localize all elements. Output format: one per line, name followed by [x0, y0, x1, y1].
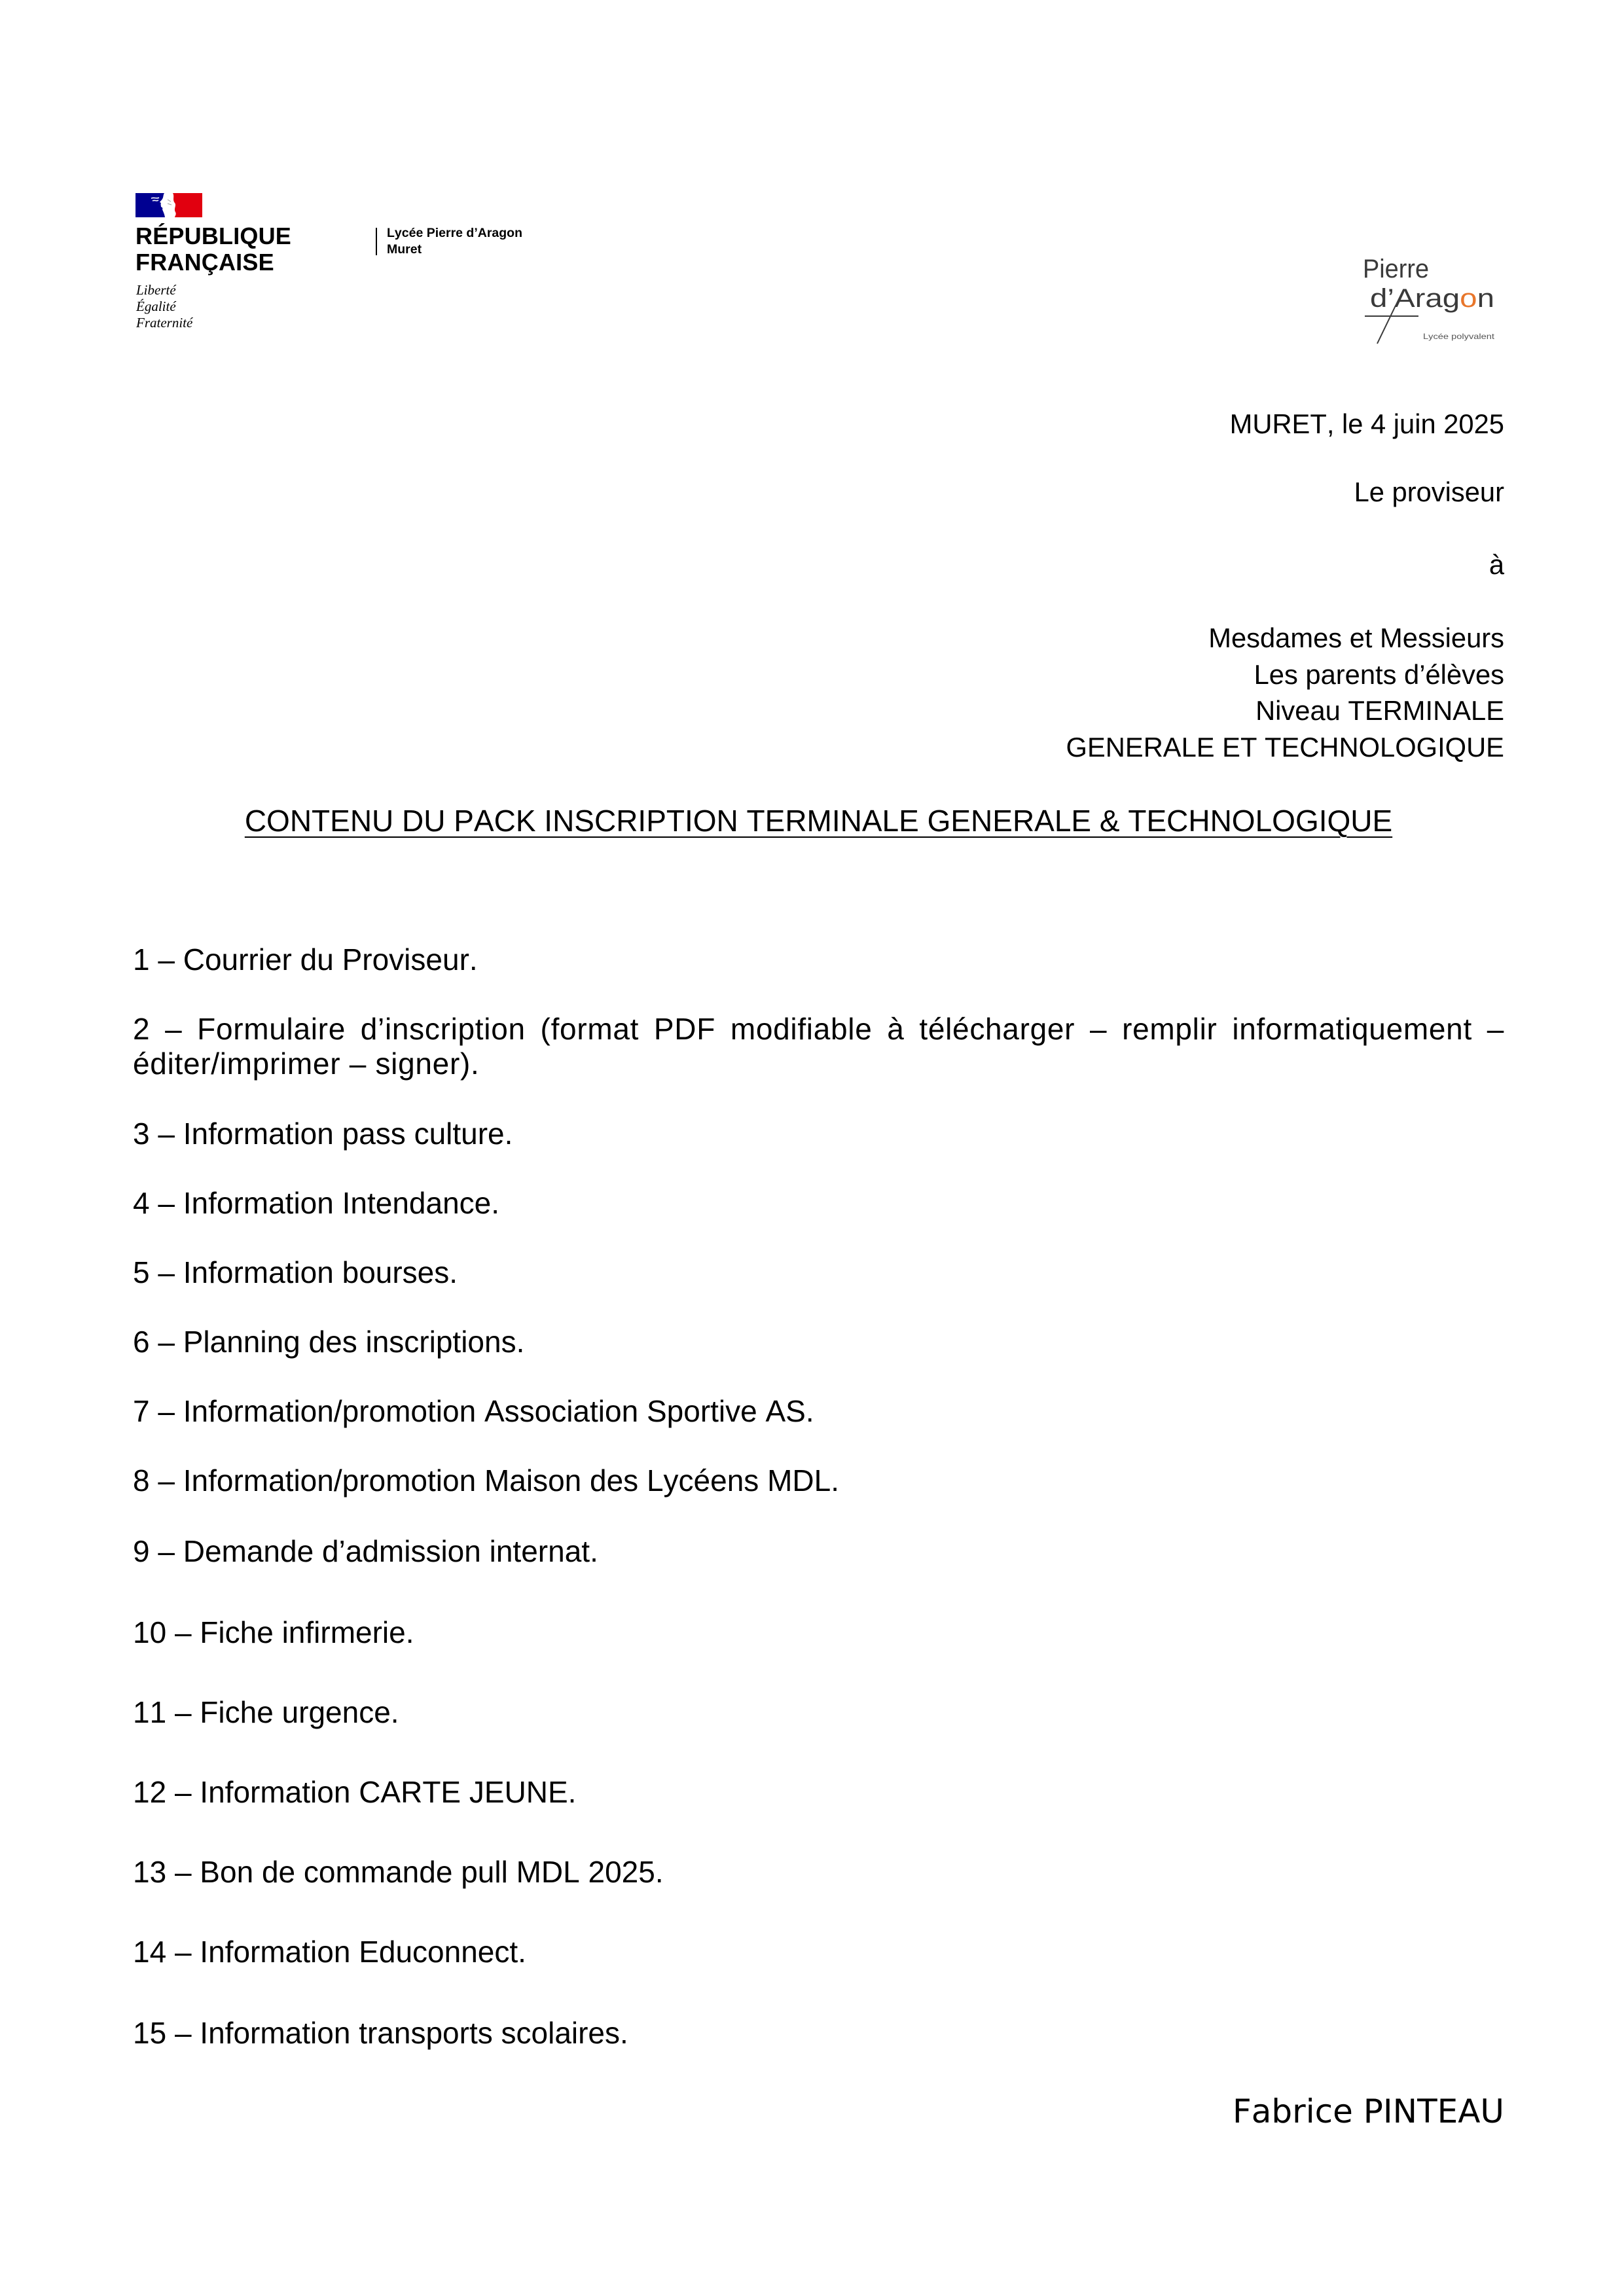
marianne-flag-icon — [135, 193, 202, 217]
recipient-line: GENERALE ET TECHNOLOGIQUE — [1066, 732, 1504, 763]
republic-motto — [136, 282, 192, 331]
list-item: 14 – Information Educonnect. — [133, 1935, 526, 1969]
signature-name: Fabrice PINTEAU — [1233, 2092, 1504, 2130]
list-item: 15 – Information transports scolaires. — [133, 2016, 628, 2050]
recipient-block — [1066, 620, 1504, 766]
wordmark-line: RÉPUBLIQUE — [135, 223, 292, 249]
list-item: 3 – Information pass culture. — [133, 1117, 513, 1151]
recipient-line: Les parents d’élèves — [1254, 658, 1504, 690]
establishment-divider — [376, 228, 377, 255]
establishment-city: Muret — [387, 242, 422, 257]
school-logo-line2: d’Arag o n — [1370, 284, 1492, 313]
school-logo-line1: Pierre — [1363, 255, 1429, 283]
republique-francaise-wordmark — [135, 223, 291, 276]
motto-line: Liberté — [136, 282, 176, 298]
recipient-line: Niveau TERMINALE — [1255, 695, 1504, 726]
document-title: CONTENU DU PACK INSCRIPTION TERMINALE GENERALE & TECHNOLOGIQUE — [244, 804, 1393, 838]
list-item: 11 – Fiche urgence. — [133, 1695, 399, 1729]
list-item: 5 – Information bourses. — [133, 1255, 458, 1289]
list-item: 4 – Information Intendance. — [133, 1186, 500, 1220]
list-item: 8 – Information/promotion Maison des Lycéens MDL. — [133, 1463, 839, 1498]
motto-line: Égalité — [136, 298, 176, 314]
list-item: 2 – Formulaire d’inscription (format PDF modifiable à télécharger – remplir informatiquement – éditer/imprimer – signer). — [133, 1012, 1504, 1081]
marianne-detail-lines — [168, 200, 171, 205]
list-item: 6 – Planning des inscriptions. — [133, 1325, 525, 1359]
flag-red-band — [173, 193, 202, 217]
recipient-line: Mesdames et Messieurs — [1208, 622, 1504, 653]
list-item: 13 – Bon de commande pull MDL 2025. — [133, 1855, 664, 1889]
wordmark-line: FRANÇAISE — [135, 249, 274, 276]
place-date: MURET, le 4 juin 2025 — [1229, 408, 1504, 439]
school-logo — [1355, 245, 1502, 350]
list-item: 12 – Information CARTE JEUNE. — [133, 1775, 577, 1809]
sender-title: Le proviseur — [1354, 476, 1504, 507]
list-item: 1 – Courrier du Proviseur. — [133, 942, 478, 977]
establishment-name: Lycée Pierre d’Aragon — [387, 226, 522, 240]
list-item: 7 – Information/promotion Association Sportive AS. — [133, 1394, 814, 1428]
establishment-label — [387, 225, 522, 258]
addressee-preposition: à — [1489, 549, 1504, 580]
list-item: 9 – Demande d’admission internat. — [133, 1534, 598, 1568]
school-logo-tagline: Lycée polyvalent — [1423, 332, 1495, 341]
list-item: 10 – Fiche infirmerie. — [133, 1615, 414, 1649]
motto-line: Fraternité — [136, 315, 193, 331]
